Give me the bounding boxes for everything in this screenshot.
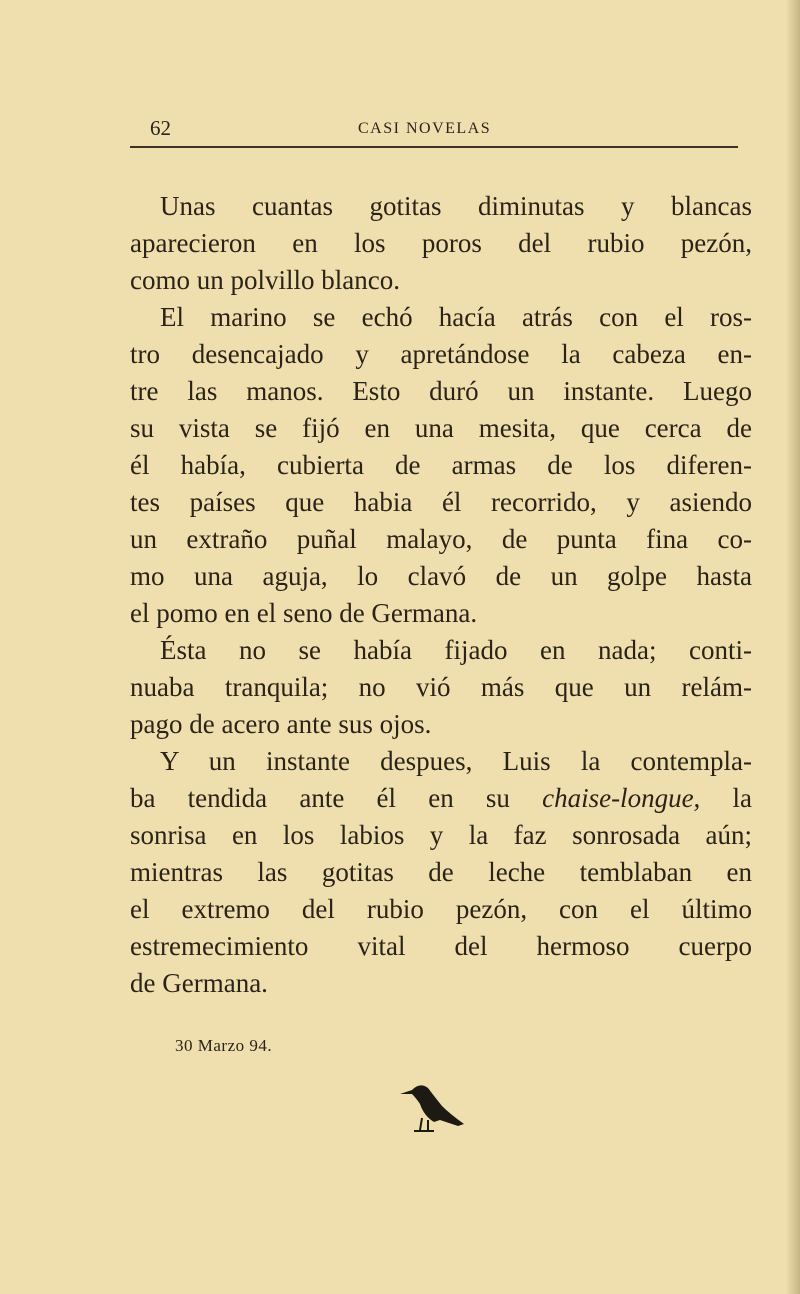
text-line <box>130 262 752 299</box>
page-edge-shadow <box>786 0 800 1294</box>
text-line <box>130 410 752 447</box>
text-segment: él había, cubierta de armas de los diferen- <box>130 450 752 480</box>
text-line <box>130 632 752 669</box>
text-segment: el extremo del rubio pezón, con el último <box>130 894 752 924</box>
text-line <box>130 558 752 595</box>
header-rule <box>130 146 738 148</box>
page-number: 62 <box>150 116 171 140</box>
text-line <box>130 484 752 521</box>
text-segment: la <box>700 783 752 813</box>
date-line: 30 Marzo 94. <box>175 1036 273 1055</box>
text-segment: nuaba tranquila; no vió más que un relám- <box>130 672 752 702</box>
text-line <box>130 299 752 336</box>
text-segment: sonrisa en los labios y la faz sonrosada aún; <box>130 820 752 850</box>
text-segment: su vista se fijó en una mesita, que cerca de <box>130 413 752 443</box>
text-line <box>130 521 752 558</box>
text-line <box>130 188 752 225</box>
text-line <box>130 780 752 817</box>
text-line <box>130 817 752 854</box>
text-line <box>130 225 752 262</box>
text-segment: de Germana. <box>130 968 268 998</box>
text-segment: tre las manos. Esto duró un instante. Luego <box>130 376 752 406</box>
text-segment: Y un instante despues, Luis la contempla- <box>160 746 752 776</box>
page-header <box>130 116 738 146</box>
text-segment: como un polvillo blanco. <box>130 265 400 295</box>
text-segment: el pomo en el seno de Germana. <box>130 598 478 628</box>
text-line <box>130 595 752 632</box>
text-line <box>130 891 752 928</box>
text-segment: un extraño puñal malayo, de punta fina co- <box>130 524 752 554</box>
text-segment: Ésta no se había fijado en nada; conti- <box>160 635 752 665</box>
italic-term: chaise-longue, <box>542 783 701 813</box>
body-text <box>130 188 752 1002</box>
text-segment: pago de acero ante sus ojos. <box>130 709 432 739</box>
text-line <box>130 706 752 743</box>
text-segment: aparecieron en los poros del rubio pezón, <box>130 228 752 258</box>
text-line <box>130 928 752 965</box>
running-title: CASI NOVELAS <box>358 120 492 137</box>
text-segment: El marino se echó hacía atrás con el ros- <box>160 302 752 332</box>
text-line <box>130 669 752 706</box>
text-segment: estremecimiento vital del hermoso cuerpo <box>130 931 752 961</box>
text-line <box>130 447 752 484</box>
text-segment: tro desencajado y apretándose la cabeza en- <box>130 339 752 369</box>
text-line <box>130 336 752 373</box>
text-segment: tes países que habia él recorrido, y asiendo <box>130 487 752 517</box>
crow-ornament-icon <box>398 1080 468 1141</box>
text-line <box>130 373 752 410</box>
text-line <box>130 743 752 780</box>
text-segment: mo una aguja, lo clavó de un golpe hasta <box>130 561 752 591</box>
text-line <box>130 854 752 891</box>
text-line <box>130 965 752 1002</box>
text-segment: mientras las gotitas de leche temblaban en <box>130 857 752 887</box>
text-segment: ba tendida ante él en su <box>130 783 543 813</box>
text-segment: Unas cuantas gotitas diminutas y blancas <box>160 191 752 221</box>
